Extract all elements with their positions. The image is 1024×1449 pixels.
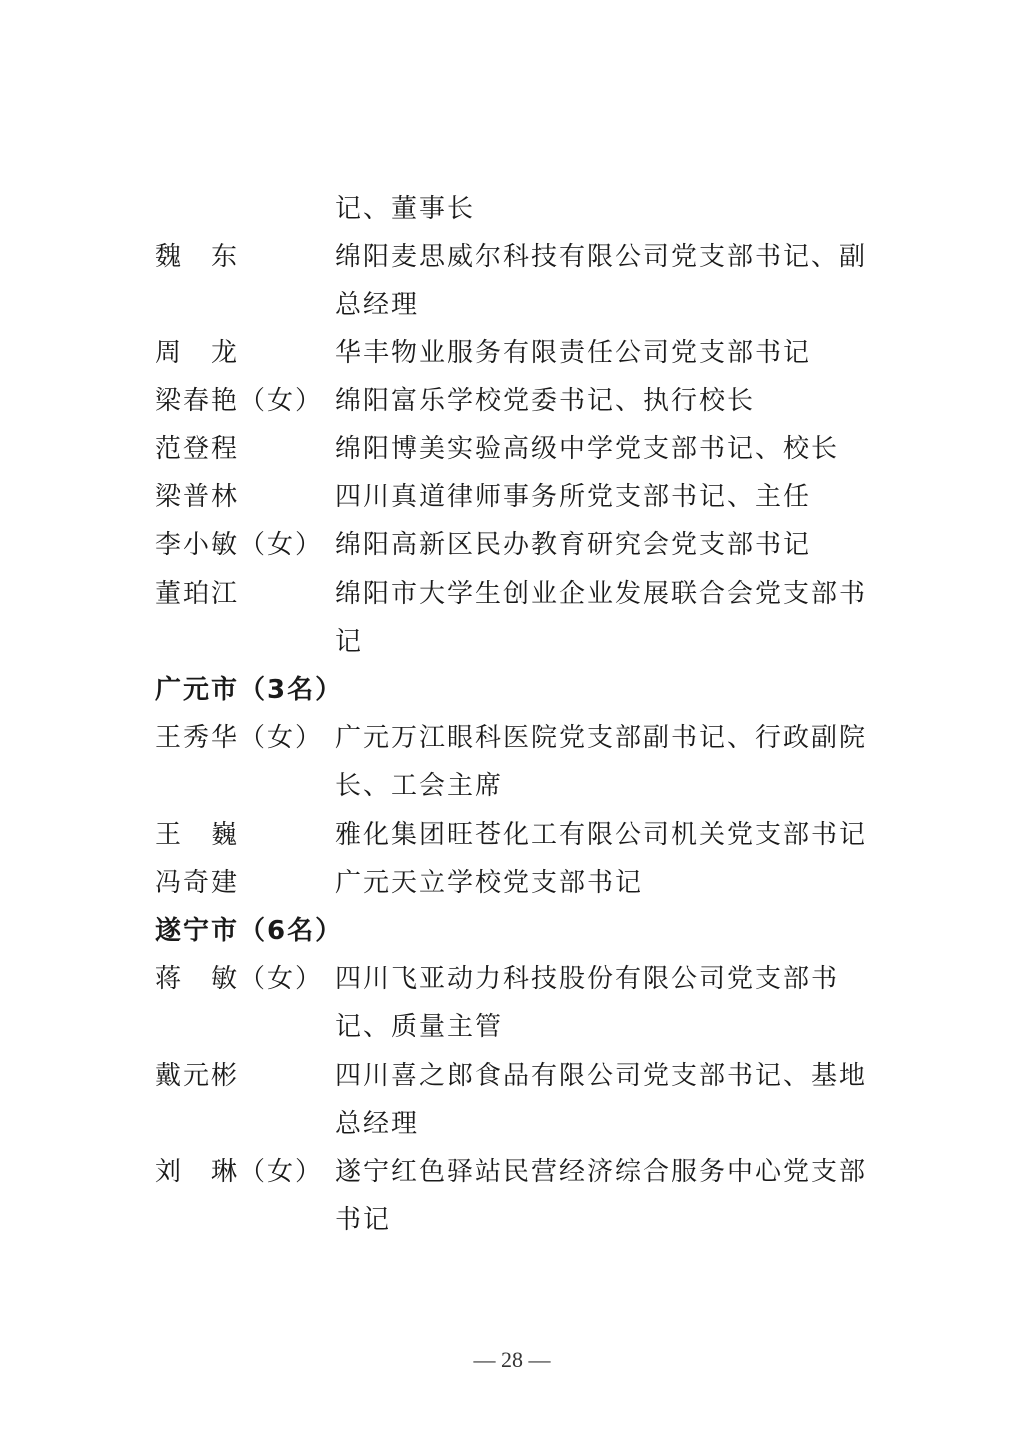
entry-name: 李小敏（女）	[155, 530, 324, 560]
entry-description: 华丰物业服务有限责任公司党支部书记	[335, 338, 812, 368]
entry-description-continued: 总经理	[335, 290, 420, 320]
entry-description: 四川真道律师事务所党支部书记、主任	[335, 482, 812, 512]
entry-name: 周 龙	[155, 338, 240, 368]
entry-name: 戴元彬	[155, 1061, 240, 1091]
entry-description: 雅化集团旺苍化工有限公司机关党支部书记	[335, 820, 868, 850]
entry-description: 绵阳博美实验高级中学党支部书记、校长	[335, 434, 840, 464]
entry-description-continued: 总经理	[335, 1109, 420, 1139]
entry-name: 蒋 敏（女）	[155, 964, 324, 994]
entry-name: 范登程	[155, 434, 240, 464]
entry-description-continued: 书记	[335, 1205, 392, 1235]
entry-description-continued: 记	[335, 627, 364, 657]
entry-description-continued: 记、质量主管	[335, 1012, 504, 1042]
entry-description-continued: 记、董事长	[335, 194, 476, 224]
entry-description: 四川飞亚动力科技股份有限公司党支部书	[335, 964, 840, 994]
entry-description: 广元天立学校党支部书记	[335, 868, 644, 898]
entry-description: 绵阳市大学生创业企业发展联合会党支部书	[335, 579, 868, 609]
entry-name: 王秀华（女）	[155, 723, 324, 753]
entry-description: 四川喜之郎食品有限公司党支部书记、基地	[335, 1061, 868, 1091]
entry-name: 魏 东	[155, 242, 240, 272]
entry-description: 遂宁红色驿站民营经济综合服务中心党支部	[335, 1157, 868, 1187]
page-number: — 28 —	[473, 1347, 551, 1372]
entry-description: 绵阳麦思威尔科技有限公司党支部书记、副	[335, 242, 868, 272]
entry-name: 梁普林	[155, 482, 240, 512]
entry-name: 董珀江	[155, 579, 240, 609]
entry-name: 刘 琳（女）	[155, 1157, 324, 1187]
entry-description: 绵阳高新区民办教育研究会党支部书记	[335, 530, 812, 560]
entry-description: 广元万江眼科医院党支部副书记、行政副院	[335, 723, 868, 753]
entry-description: 绵阳富乐学校党委书记、执行校长	[335, 386, 756, 416]
entry-name: 梁春艳（女）	[155, 386, 324, 416]
section-heading-guangyuan: 广元市（3名）	[155, 675, 344, 705]
section-heading-suining: 遂宁市（6名）	[155, 916, 344, 946]
entry-name: 王 巍	[155, 820, 240, 850]
entry-name: 冯奇建	[155, 868, 240, 898]
entry-description-continued: 长、工会主席	[335, 771, 504, 801]
